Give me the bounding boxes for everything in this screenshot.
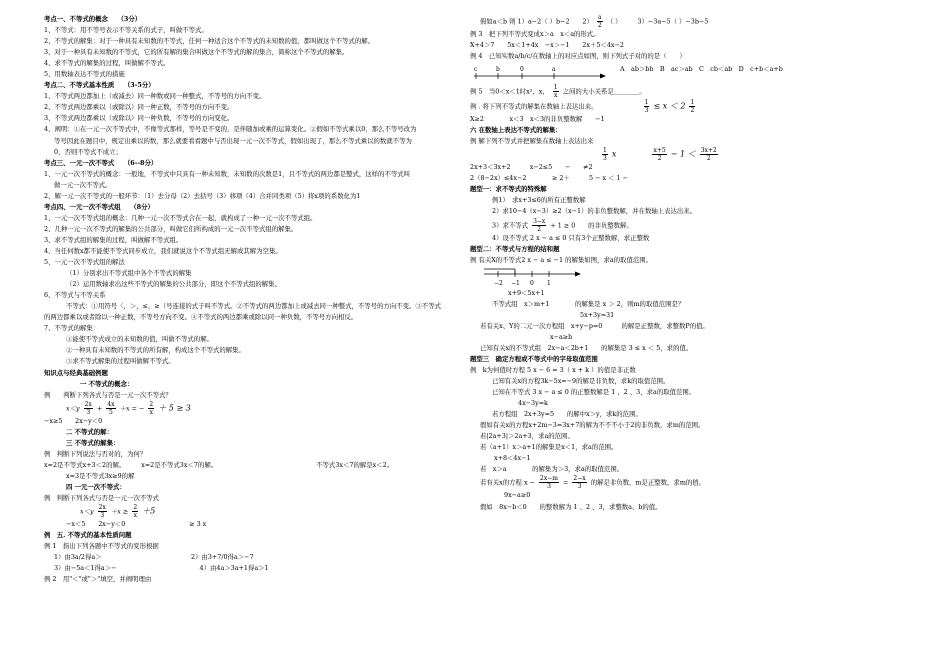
- example-line: 2）求10−4（x−3）≥2（x−1）的非负整数解，并在数轴上表达出来。: [492, 207, 697, 216]
- example-line: X+4＞7 5x＜1+4x −x＞−1 2x＋5＜4x−2: [470, 41, 624, 50]
- section-heading-5: 知识点与经典基础例题: [44, 368, 108, 377]
- section-heading-4: 考点四、一元一次不等式组 （8分）: [44, 202, 154, 211]
- fraction: $\frac{1}{3}$: [603, 147, 607, 163]
- example-line: 例 判断下列各式与否是一元一次不等式: [44, 493, 160, 502]
- fraction: $\frac{3-x}{2}$: [533, 217, 546, 233]
- example-line: 例 1 指出下列各题中不等式的变形根据: [44, 542, 159, 551]
- text-line: 做一元一次不等式。: [54, 180, 112, 189]
- section-heading-1: 考点一、不等式的概念 （3分）: [44, 15, 142, 23]
- text-line: 的两边都乘以或者除以一种正数，不等号方向不变。④不等式的两边都乘或除以同一种负数，不等号方向相反。: [44, 313, 358, 322]
- point-label: b: [496, 66, 500, 74]
- fraction: $\frac{2}{x}$: [133, 504, 138, 520]
- section-heading-7: 题型一：求不等式的特殊解: [470, 185, 547, 194]
- math-line: 假如a＜b 则 1）a−2（ ）b−2 2） $\frac{a}{2}$ （ ） 3）−3a−5（ ）−3b−5: [480, 14, 709, 29]
- math-line: $\frac{1}{3}$ x $\frac{x+5}{2}$ − 1 ＜ $\frac{3x+2}{2}$: [603, 147, 717, 163]
- example-line: x=2是不等式x+3＜2的解。 x=2是不等式3x＜7的解。 不等式3x＜7的解是x＜2。: [44, 460, 394, 469]
- fraction: $\frac{1}{x}$: [553, 84, 558, 100]
- example-line: 已知有关x的不等式组 2x−a＜2b+1 的解集是 3 ≤ x ＜ 5，求的值。: [480, 343, 693, 352]
- example-line: 1）由3a/2得a＞ 2）由3+7/0得a＞−7: [54, 553, 254, 562]
- example-line: 例 3 把下列不等式变成x＞a x＜a的形式。: [470, 30, 600, 38]
- example-line: 若（a+1）x＞a+1的解集是x＜1，求a的范围。: [480, 443, 618, 452]
- example-line: 假如 8x−b＜0 的整数解为 1 、2 、3，求整数a、b的值。: [480, 502, 662, 511]
- text-line: 1、一元一次不等式的概念：一般地，不等式中只具有一种未知数，未知数的次数是1，且不等式的两边都是整式，这样的不等式叫: [44, 169, 411, 178]
- text-line: 1、不等式两边都加上（或减去）同一种数或同一种整式，不等号的方向不变。: [44, 92, 266, 101]
- text-line: 2、解一元一次不等式的一般环节：（1）去分母（2）去括号（3）移项（4）合并同类项（5）将x项的系数化为1: [44, 191, 361, 200]
- math-line: 例 . 将下列不等式的解集在数轴上表达出来。 $\frac{1}{3}$ ≤ x ＜ 2 $\frac{1}{2}$: [470, 99, 695, 115]
- example-line: 若方程组 2x+3y=5 的解中x＞y，求k的范围。: [492, 410, 642, 419]
- point-label: 0: [520, 66, 524, 74]
- text-line: 5、用数轴表达不等式的措施: [44, 70, 125, 79]
- section-heading-9: 题型三 确定方程或不等式中的字母取值范围: [470, 354, 598, 363]
- tick-label: 0: [530, 279, 534, 287]
- example-line: 例1） 求x+3≤6的所有正整数解: [492, 196, 586, 205]
- example-line: 若有关x、Y的二元一次方程组 x+y−p=0 的解是正整数，求整数P的值。: [480, 321, 709, 330]
- section-heading-2: 考点二、不等式基本性质 （3-5分）: [44, 81, 155, 90]
- text-line: 5、一元一次不等式组的解法: [44, 258, 125, 267]
- text-line: ①能使不等式成立的未知数的值，叫做不等式的解。: [66, 335, 213, 344]
- example-line: 4）设不等式 2 x − a ≤ 0 只有3个正整数解，求正整数: [492, 233, 650, 242]
- system-line: x+8＜4x−1: [494, 454, 531, 463]
- fraction: $\frac{x+5}{2}$: [653, 147, 666, 163]
- fraction: $\frac{2}{x}$: [149, 400, 154, 416]
- text-line: 4、阐明：①在一元一次不等式中，不像等式那样，等号是不变的，是伴随加或乘的运算变化。②假如不等式乘以0，那么不等号改为: [44, 125, 417, 134]
- system-line: 4x−3y=k: [518, 399, 548, 408]
- system-line: x+9＜5x+1: [508, 288, 545, 297]
- text-line: 0，否则不等式不成立；: [54, 147, 122, 156]
- text-line: ②一种具有未知数的不等式的所有解，构成这个不等式的解集。: [66, 346, 245, 355]
- number-line-graphic: [470, 266, 590, 288]
- point-label: c: [474, 66, 478, 74]
- text-line: 2、不等式两边都乘以（或除以）同一种正数，不等号的方向不变。: [44, 103, 234, 112]
- math-line: 例 5 当0＜x＜1时x²，x， $\frac{1}{x}$ 之间的大小关系是________。: [470, 84, 646, 100]
- subheading: 一 不等式的概念：: [80, 379, 134, 388]
- text-line: 1、不等式：用不等号表示不等关系的式子，叫做不等式。: [44, 26, 208, 35]
- text-line: 3、对于一种具有未知数的不等式，它的所有解的集合叫做这个不等式的解的集合，简称这个不等式的解集。: [44, 48, 349, 57]
- number-line-solution: [470, 266, 910, 288]
- fraction: $\frac{2-x}{3}$: [573, 475, 586, 491]
- math-text: x＜y: [66, 404, 80, 413]
- text-line: 3、求不等式组的解集的过程，叫做解不等式组。: [44, 235, 183, 244]
- text-line: 不等式：①用符号〈，＞，≤，≥（号连接的式子叫不等式。②不等式的两边都加上或减去同一种整式，不等号的方向不变。③不等式: [66, 302, 441, 311]
- left-column: [44, 14, 454, 585]
- fraction: $\frac{2x}{3}$: [84, 400, 92, 416]
- example-line: 例 2 用"＜"或"＞"填空，并阐明理由: [44, 575, 152, 584]
- text-line: 7、不等式的解集：: [44, 324, 100, 333]
- tick-label: −2: [494, 279, 503, 287]
- example-line: 2（8−2x）≤4x−2 ≥ 2＋ 5 − x ＜ 1 −: [470, 174, 628, 183]
- text-line: 6、不等式与不等关系: [44, 291, 106, 300]
- fraction: $\frac{2x-m}{3}$: [540, 475, 558, 491]
- section-heading-3: 考点三、一元一次不等式 （6--8分）: [44, 158, 158, 167]
- math-line: 若有关x的方程 x − $\frac{2x-m}{3}$ = $\frac{2-x}{3}$ 的解是非负数，m是正整数，求m的值。: [480, 475, 706, 491]
- tick-label: −1: [511, 279, 520, 287]
- subheading: 三 不等式的解集：: [66, 438, 120, 447]
- system-line: x−a≥b: [550, 332, 573, 341]
- example-line: 假如有关x的方程x+2m−3=3x+7的解为不不不小于2的非负数，求m的范围。: [480, 421, 705, 430]
- example-line: 例 有关X的不等式2 x − a ≤ −1 的解集如图，求a的取值范围。: [470, 255, 653, 264]
- example-line: 2x+3＜3x+2 x−2≤5 − ≠2: [470, 163, 593, 172]
- fraction: $\frac{4x}{5}$: [107, 400, 115, 416]
- text-line: 2、几种一元一次不等式的解集的公共部分，叫做它们所构成的一元一次不等式组的解集。: [44, 224, 298, 233]
- example-line: 已知有关x的方程3k−5x=−9的解是非负数，求k的取值范围。: [492, 377, 670, 386]
- fraction: $\frac{a}{2}$: [597, 14, 602, 29]
- text-line: 3、不等式两边都乘以（或除以）同一种负数，不等号的方向变化。: [44, 114, 234, 123]
- tick-label: 1: [547, 279, 551, 287]
- fraction: $\frac{3x+2}{2}$: [700, 147, 717, 163]
- number-line-graphic: [470, 62, 610, 84]
- fraction: $\frac{2x}{3}$: [98, 504, 106, 520]
- text-line: 4、当任何数x都不能使不等式同步成立，我们就说这个不等式组无解或其解为空集。: [44, 246, 282, 255]
- example-line: −x≥5 2x−y＜0: [44, 416, 103, 425]
- example-line: 例 判断下列说法与否对的，为何？: [44, 449, 147, 458]
- number-line-abc: [470, 62, 910, 84]
- example-line: 不等式组 x＞m+1 的解集是 x ＞ 2，则m的取值范围是？: [492, 299, 685, 308]
- math-line: x＜y $\frac{2x}{3}$ ＋x ≥ $\frac{2}{x}$ ＋5: [80, 504, 156, 520]
- section-heading-8: 题型二：不等式与方程的结和题: [470, 244, 560, 253]
- text-line: 等号因此在题目中，规定出乘以的数，那么就要看看题中与否出现一元一次不等式，假如出现了，那么不等式乘以的数就不等为: [54, 136, 412, 145]
- text-line: 4、求不等式的解集的过程，叫做解不等式。: [44, 59, 170, 68]
- example-line: 例 解下列不等式并把解集在数轴上表达出来: [470, 137, 594, 146]
- example-line: 已知在不等式 3 x − a ≤ 0 的正整数解是 1 、2 、3，求a的取值范围。: [492, 388, 696, 397]
- subheading: 例 五. 不等式的基本性质问题: [44, 531, 132, 540]
- system-line: 9x−a≥0: [504, 491, 531, 500]
- example-line: 例 k为何值时方程 5 x − 6 = 3（ x + k ）的值是非正数: [470, 365, 636, 374]
- system-line: 5x+3y=31: [580, 310, 615, 319]
- text-line: 1、一元一次不等式组的概念：几种一元一次不等式合在一起，就构成了一种一元一次不等式组。: [44, 213, 317, 222]
- subheading: 二 不等式的解：: [66, 427, 113, 436]
- point-label: a: [552, 66, 556, 74]
- right-column: [470, 14, 910, 513]
- example-line: 例 4 已知实数a/b/c/在数轴上的对应点如图，则下列式子对的的是（ ）: [470, 52, 686, 61]
- text-line: （2）运用数轴求出这些不等式的解集的公共部分，即这个不等式组的解集。: [66, 280, 281, 289]
- text-line: （1）分别求出不等式组中各个不等式的解集: [66, 269, 192, 278]
- example-line: 3）由−5a＜1得a＞− 4）由4a＞3a+1得a＞1: [54, 564, 269, 573]
- example-line: −x＜5 2x−y＜0 ≥ 3 x: [66, 520, 207, 529]
- fraction: $\frac{1}{2}$: [690, 99, 695, 115]
- example-line: 例 判断下列各式与否是一元一次不等式？: [44, 390, 172, 399]
- text-line: ③求不等式解集的过程叫做解不等式。: [66, 357, 175, 366]
- math-line: 3）求不等式 $\frac{3-x}{2}$ + 1 ≥ 0 的非负整数解。: [492, 217, 633, 233]
- section-heading-6: 六 在数轴上表达不等式的解集：: [470, 126, 562, 135]
- fraction: $\frac{1}{3}$: [644, 99, 649, 115]
- example-line: 若|2a+3|＞2a+3，求a的范围。: [480, 432, 574, 441]
- example-line: X≥2 x＜3 x＜3的非负整数解 −1: [470, 115, 605, 124]
- options-line: A ab＞bb B ac＞ab C cb＜ab D c+b＜a+b: [620, 65, 783, 74]
- example-line: 若 x＞a 的解集为＞3，求a的取值范围。: [480, 465, 624, 474]
- example-line: x=3是不等式3x≥9的解: [66, 471, 135, 480]
- math-line: x＜y $\frac{2x}{3}$ + $\frac{4x}{5}$ ＋x = − $\frac{2}{x}$ ＋ 5 ≥ 3: [66, 400, 191, 416]
- subheading: 四 一元一次不等式：: [66, 482, 126, 491]
- text-line: 2、不等式的解集：对于一种具有未知数的不等式，任何一种适合这个不等式的未知数的值，都叫做这个不等式的解。: [44, 37, 374, 46]
